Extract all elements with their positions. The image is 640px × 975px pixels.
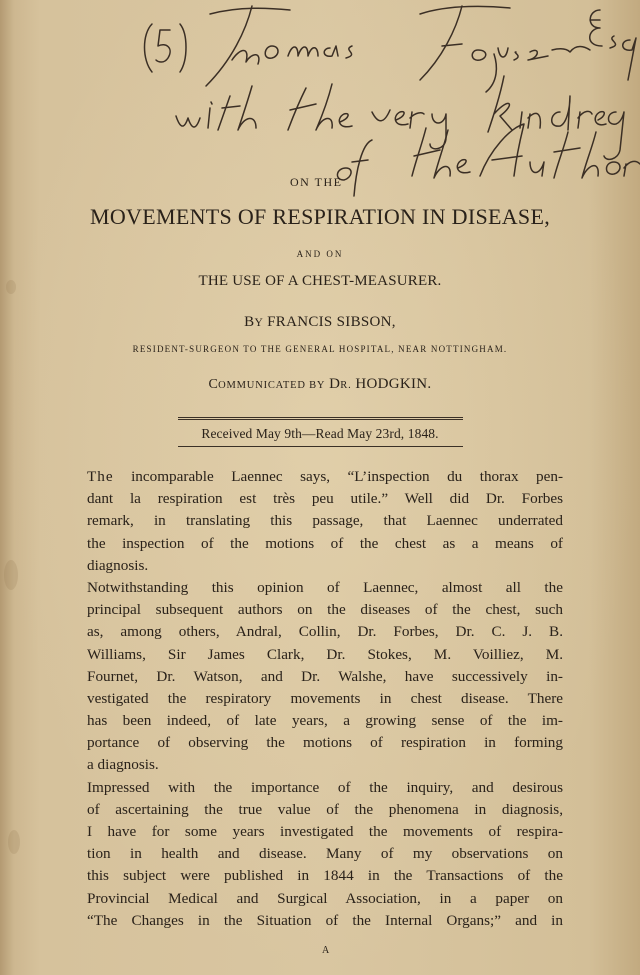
handwritten-inscription: [0, 0, 640, 200]
rule-divider: [178, 446, 463, 447]
body-line-text: Impressed with the importance of the inquiry, and desirous: [87, 778, 563, 796]
body-line-text: as, among others, Andral, Collin, Dr. Forbes, Dr. C. J. B.: [87, 623, 563, 641]
body-line-text: I have for some years investigated the movements of respira-: [87, 823, 563, 840]
body-line: [87, 644, 563, 666]
subtitle: THE USE OF A CHEST-MEASURER.: [198, 273, 442, 289]
author-name: FRANCIS SIBSON,: [267, 314, 396, 330]
body-line-text: tion in health and disease. Many of my observations on: [87, 845, 563, 863]
received-date-line: Received May 9th—Read May 23rd, 1848.: [201, 426, 439, 441]
communicated-line: [0, 376, 640, 393]
body-line: [87, 621, 563, 643]
body-text: [87, 466, 563, 932]
body-line-text: this subject were published in 1844 in the Transactions of the: [87, 867, 563, 885]
body-line-text: “The Changes in the Situation of the Internal Organs;” and in: [87, 911, 563, 929]
body-line: [87, 843, 563, 865]
body-line-text: Williams, Sir James Clark, Dr. Stokes, M. Voilliez, M.: [87, 645, 563, 663]
body-line: [87, 466, 563, 488]
body-line-text: portance of observing the motions of respiration in forming: [87, 734, 563, 752]
communicated-dr-rest: R.: [340, 380, 352, 391]
on-the-heading: ON THE: [290, 175, 343, 189]
body-line: [87, 599, 563, 621]
body-line: [87, 533, 563, 555]
signature-mark: A: [322, 945, 331, 956]
body-line: [87, 688, 563, 710]
author-affiliation: RESIDENT-SURGEON TO THE GENERAL HOSPITAL, NEAR NOTTINGHAM.: [132, 344, 508, 354]
body-line: [87, 577, 563, 599]
body-line: [87, 777, 563, 799]
body-line: [87, 710, 563, 732]
body-line-text: Notwithstanding this opinion of Laennec, almost all the: [87, 578, 563, 596]
body-line-text: remark, in translating this passage, that Laennec underrated: [87, 512, 563, 530]
body-line: [87, 799, 563, 821]
body-line-text: Fournet, Dr. Watson, and Dr. Walshe, have successively in-: [87, 667, 563, 685]
communicated-initial: C: [208, 377, 219, 392]
body-line-text: the inspection of the motions of the chest as a means of: [87, 534, 563, 552]
page-title: MOVEMENTS OF RESPIRATION IN DISEASE,: [90, 204, 550, 229]
body-line-lead: The: [87, 468, 114, 485]
body-line-text: principal subsequent authors on the diseases of the chest, such: [87, 601, 563, 619]
body-line: [87, 888, 563, 910]
body-line: [87, 732, 563, 754]
paper-stain: [4, 560, 18, 590]
body-line-text: dant la respiration est très peu utile.” Well did Dr. Forbes: [87, 490, 563, 508]
body-line: [87, 821, 563, 843]
paper-stain: [8, 830, 20, 854]
body-line: [87, 666, 563, 688]
body-line: [87, 910, 563, 932]
body-line-text: of ascertaining the true value of the phenomena in diagnosis,: [87, 800, 563, 818]
body-line: [87, 488, 563, 510]
body-line: [87, 754, 563, 776]
author-prefix-rest: Y: [254, 317, 264, 329]
communicated-dr-initial: D: [329, 376, 341, 392]
and-on-heading: AND ON: [296, 249, 344, 259]
body-line: [87, 555, 563, 577]
body-line-text: incomparable Laennec says, “L’inspection du thorax pen-: [113, 468, 563, 485]
body-line-text: a diagnosis.: [87, 756, 159, 774]
communicated-name: HODGKIN.: [355, 376, 432, 392]
double-rule-divider: [178, 417, 463, 420]
communicated-rest: OMMUNICATED BY: [218, 380, 326, 391]
body-line-text: diagnosis.: [87, 556, 149, 574]
body-line: [87, 865, 563, 887]
author-line: [0, 314, 640, 331]
body-line: [87, 510, 563, 532]
author-prefix-initial: B: [244, 314, 255, 330]
body-line-text: Provincial Medical and Surgical Association, in a paper on: [87, 889, 563, 907]
body-line-text: has been indeed, of late years, a growing sense of the im-: [87, 712, 563, 730]
body-line-text: vestigated the respiratory movements in chest disease. There: [87, 689, 563, 707]
